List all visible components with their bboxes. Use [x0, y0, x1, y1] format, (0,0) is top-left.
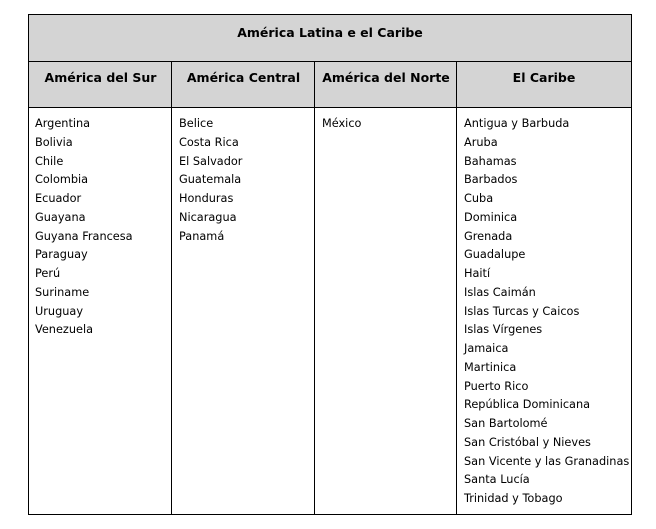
country-item: Dominica [464, 210, 518, 224]
table-header-row [29, 62, 631, 108]
header-caribbean: El Caribe [512, 70, 576, 85]
country-item: Guayana [35, 210, 86, 224]
country-item: Colombia [35, 173, 89, 187]
country-item: Puerto Rico [464, 379, 529, 393]
country-item: Islas Vírgenes [464, 323, 543, 337]
country-item: Martinica [464, 360, 517, 374]
country-item: Guyana Francesa [35, 229, 133, 243]
country-item: Chile [35, 154, 64, 168]
country-item: Guadalupe [464, 248, 526, 262]
header-south-america: América del Sur [44, 70, 157, 85]
country-item: Islas Caimán [464, 285, 536, 299]
country-item: Guatemala [179, 173, 242, 187]
country-item: Bolivia [35, 135, 73, 149]
country-item: Perú [35, 267, 61, 280]
country-item: Venezuela [35, 323, 94, 337]
country-item: Trinidad y Tobago [464, 492, 563, 505]
country-item: Costa Rica [179, 135, 239, 149]
country-item: San Cristóbal y Nieves [464, 435, 591, 449]
region-table [28, 14, 632, 515]
country-item: Paraguay [35, 248, 88, 262]
country-item: Grenada [464, 229, 513, 243]
country-item: San Bartolomé [464, 417, 548, 430]
country-item: Uruguay [35, 304, 84, 318]
country-item: Santa Lucía [464, 473, 530, 487]
country-item: Cuba [464, 192, 494, 205]
country-item: Belice [179, 117, 214, 130]
table-title: América Latina e el Caribe [29, 15, 631, 62]
country-item: Aruba [464, 135, 498, 149]
country-item: Honduras [179, 192, 234, 205]
country-list-caribbean [464, 115, 629, 509]
country-item: Bahamas [464, 154, 517, 168]
column-divider [171, 62, 172, 514]
country-item: Argentina [35, 117, 91, 130]
country-item: República Dominicana [464, 398, 591, 412]
country-item: Islas Turcas y Caicos [464, 304, 580, 318]
country-item: Barbados [464, 173, 518, 187]
column-divider [456, 62, 457, 514]
country-item: Haití [464, 267, 491, 280]
column-divider [314, 62, 315, 514]
country-item: México [322, 117, 362, 130]
country-list-north-america [322, 115, 361, 134]
country-list-central-america [179, 115, 242, 246]
country-item: San Vicente y las Granadinas [464, 454, 630, 468]
country-item: Suriname [35, 285, 90, 299]
country-item: Jamaica [464, 342, 509, 355]
country-item: Panamá [179, 229, 225, 243]
country-item: El Salvador [179, 154, 243, 168]
country-item: Nicaragua [179, 210, 237, 224]
header-north-america: América del Norte [322, 70, 450, 85]
country-list-south-america [35, 115, 133, 340]
header-central-america: América Central [186, 70, 301, 85]
country-item: Ecuador [35, 192, 82, 205]
country-item: Antigua y Barbuda [464, 117, 570, 130]
